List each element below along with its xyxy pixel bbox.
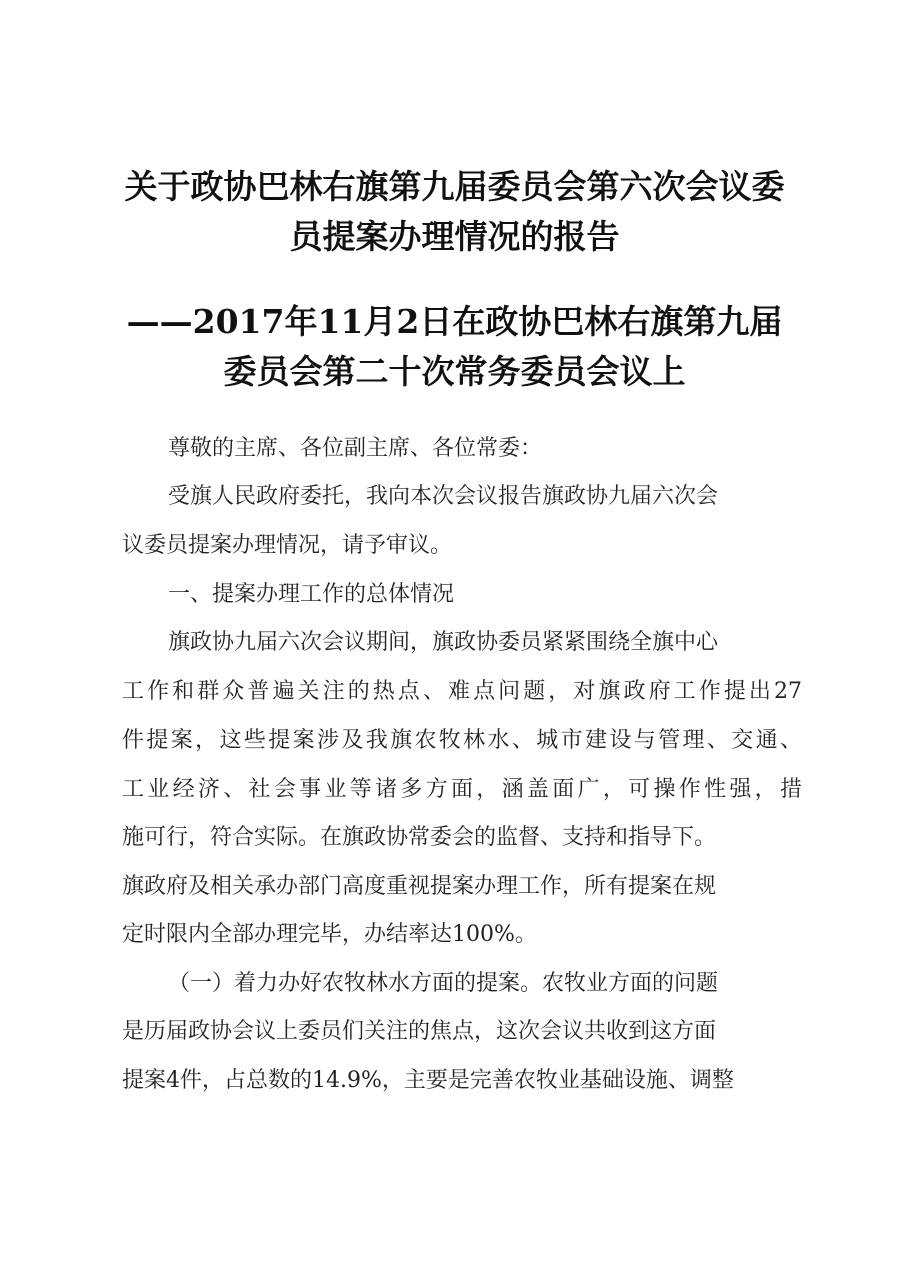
paragraph-line: 旗政府及相关承办部门高度重视提案办理工作，所有提案在规	[122, 874, 717, 899]
paragraph-line: 受旗人民政府委托，我向本次会议报告旗政协九届六次会	[168, 484, 719, 509]
report-title-line-1: 关于政协巴林右旗第九届委员会第六次会议委	[124, 167, 785, 206]
paragraph-line: 定时限内全部办理完毕，办结率达100%。	[122, 922, 537, 947]
paragraph-line: 施可行，符合实际。在旗政协常委会的监督、支持和指导下。	[122, 825, 717, 850]
paragraph-line: 是历届政协会议上委员们关注的焦点，这次会议共收到这方面	[122, 1019, 717, 1044]
paragraph-line: （一）着力办好农牧林水方面的提案。农牧业方面的问题	[168, 971, 719, 996]
paragraph-line: 提案4件，占总数的14.9%，主要是完善农牧业基础设施、调整	[122, 1068, 734, 1093]
section-heading: 一、提案办理工作的总体情况	[168, 582, 455, 607]
salutation: 尊敬的主席、各位副主席、各位常委：	[168, 436, 543, 461]
paragraph-line: 旗政协九届六次会议期间，旗政协委员紧紧围绕全旗中心	[168, 630, 719, 655]
report-subtitle-line-1: ——2017年11月2日在政协巴林右旗第九届	[126, 302, 783, 341]
paragraph-line: 议委员提案办理情况，请予审议。	[122, 533, 453, 558]
paragraph-line: 工业经济、社会事业等诸多方面，涵盖面广，可操作性强，措	[122, 777, 802, 802]
report-subtitle-line-2: 委员会第二十次常务委员会议上	[223, 352, 686, 391]
paragraph-line: 件提案，这些提案涉及我旗农牧林水、城市建设与管理、交通、	[122, 728, 802, 753]
paragraph-line: 工作和群众普遍关注的热点、难点问题，对旗政府工作提出27	[122, 679, 802, 704]
report-title-line-2: 员提案办理情况的报告	[289, 217, 620, 256]
